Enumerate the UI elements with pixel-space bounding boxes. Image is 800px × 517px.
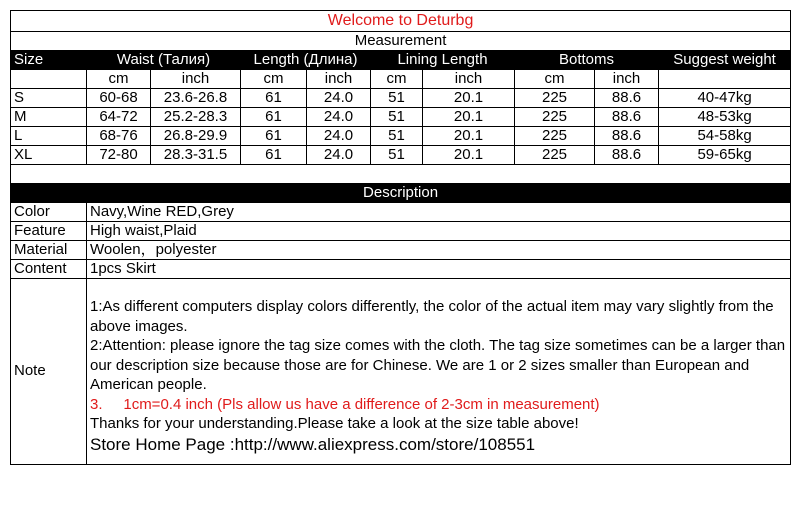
waist-inch-cell: 23.6-26.8 (151, 89, 241, 108)
waist-cm-cell: 68-76 (87, 127, 151, 146)
note-item-2: 2:Attention: please ignore the tag size comes with the cloth. The tag size sometimes can be a larger than our description size because those are for Chinese. We are 1 or 2 sizes smaller than European and American people. (90, 337, 786, 393)
description-table (10, 202, 791, 465)
length-cm-cell: 61 (241, 89, 307, 108)
color-label: Color (11, 203, 87, 222)
length-cm-cell: 61 (241, 127, 307, 146)
waist-inch-cell: 28.3-31.5 (151, 146, 241, 165)
size-cell: L (11, 127, 87, 146)
spacer-cell (11, 165, 791, 184)
note-label: Note (11, 279, 87, 465)
color-value: Navy,Wine RED,Grey (87, 203, 791, 222)
content-label: Content (11, 260, 87, 279)
lining-cm-cell: 51 (371, 146, 423, 165)
lining-inch-cell: 20.1 (423, 108, 515, 127)
spacer-row (11, 165, 791, 184)
bottoms-inch-cell: 88.6 (595, 146, 659, 165)
length-inch-cell: 24.0 (307, 89, 371, 108)
lining-inch-cell: 20.1 (423, 146, 515, 165)
waist-cm-cell: 64-72 (87, 108, 151, 127)
bottoms-inch-cell: 88.6 (595, 89, 659, 108)
col-header-bottoms: Bottoms (515, 51, 659, 70)
bottoms-cm-cell: 225 (515, 108, 595, 127)
length-cm-cell: 61 (241, 146, 307, 165)
size-header-row (11, 51, 791, 70)
length-cm-cell: 61 (241, 108, 307, 127)
bottoms-cm-cell: 225 (515, 146, 595, 165)
waist-inch-cell: 26.8-29.9 (151, 127, 241, 146)
table-row (11, 89, 791, 108)
bottoms-cm-cell: 225 (515, 127, 595, 146)
feature-value: High waist,Plaid (87, 222, 791, 241)
description-row-content (11, 260, 791, 279)
waist-cm-cell: 60-68 (87, 89, 151, 108)
lining-cm-cell: 51 (371, 127, 423, 146)
bottoms-cm-cell: 225 (515, 89, 595, 108)
length-inch-cell: 24.0 (307, 108, 371, 127)
measurement-table (10, 10, 791, 203)
note-item-3: 3. 1cm=0.4 inch (Pls allow us have a difference of 2-3cm in measurement) (90, 395, 600, 413)
feature-label: Feature (11, 222, 87, 241)
material-value: Woolen，polyester (87, 241, 791, 260)
weight-cell: 40-47kg (659, 89, 791, 108)
content-value: 1pcs Skirt (87, 260, 791, 279)
description-row-material (11, 241, 791, 260)
note-thanks: Thanks for your understanding.Please take a look at the size table above! (90, 415, 579, 432)
bottoms-inch-cell: 88.6 (595, 127, 659, 146)
description-header-row (11, 184, 791, 203)
material-label: Material (11, 241, 87, 260)
weight-cell: 59-65kg (659, 146, 791, 165)
length-inch-cell: 24.0 (307, 127, 371, 146)
note-top-spacer (90, 285, 790, 297)
col-header-waist: Waist (Талия) (87, 51, 241, 70)
unit-cell: inch (595, 70, 659, 89)
unit-cell: cm (515, 70, 595, 89)
measurement-header: Measurement (11, 32, 791, 51)
waist-cm-cell: 72-80 (87, 146, 151, 165)
description-row-color (11, 203, 791, 222)
size-chart-sheet (10, 10, 790, 465)
store-home-page-link[interactable]: Store Home Page :http://www.aliexpress.com/store/108551 (90, 434, 536, 454)
col-header-lining: Lining Length (371, 51, 515, 70)
waist-inch-cell: 25.2-28.3 (151, 108, 241, 127)
description-header: Description (11, 184, 791, 203)
unit-cell: cm (241, 70, 307, 89)
table-row (11, 127, 791, 146)
size-cell: XL (11, 146, 87, 165)
bottoms-inch-cell: 88.6 (595, 108, 659, 127)
weight-cell: 54-58kg (659, 127, 791, 146)
size-cell: S (11, 89, 87, 108)
unit-cell: cm (87, 70, 151, 89)
table-row (11, 108, 791, 127)
unit-cell: inch (151, 70, 241, 89)
col-header-weight: Suggest weight (659, 51, 791, 70)
lining-inch-cell: 20.1 (423, 127, 515, 146)
table-row (11, 146, 791, 165)
size-cell: M (11, 108, 87, 127)
col-header-size: Size (11, 51, 87, 70)
lining-cm-cell: 51 (371, 89, 423, 108)
col-header-length: Length (Длина) (241, 51, 371, 70)
lining-cm-cell: 51 (371, 108, 423, 127)
description-row-feature (11, 222, 791, 241)
note-body (87, 279, 791, 465)
unit-row (11, 70, 791, 89)
lining-inch-cell: 20.1 (423, 89, 515, 108)
unit-cell: inch (307, 70, 371, 89)
description-row-note (11, 279, 791, 465)
unit-cell: inch (423, 70, 515, 89)
length-inch-cell: 24.0 (307, 146, 371, 165)
page-title: Welcome to Deturbg (11, 11, 791, 32)
unit-empty (659, 70, 791, 89)
unit-empty (11, 70, 87, 89)
unit-cell: cm (371, 70, 423, 89)
weight-cell: 48-53kg (659, 108, 791, 127)
note-item-1: 1:As different computers display colors differently, the color of the actual item may vary slightly from the above images. (90, 298, 774, 335)
